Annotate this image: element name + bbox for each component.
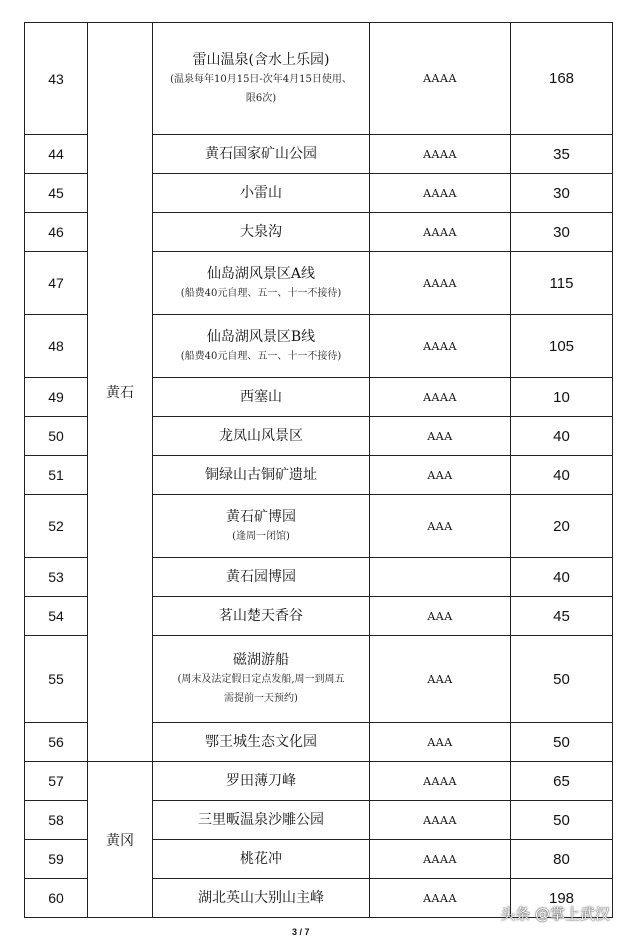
- scenic-name-cell: [153, 378, 370, 417]
- price-cell: 10: [511, 378, 613, 417]
- grade-cell: AAAA: [370, 213, 511, 252]
- scenic-note: (船费40元自理、五一、十一不接待): [180, 287, 342, 299]
- scenic-name-cell: [153, 558, 370, 597]
- price-cell: 50: [511, 636, 613, 723]
- watermark: 头条 @掌上武汉: [500, 905, 610, 923]
- scenic-note: 需提前一天预约): [224, 693, 298, 704]
- scenic-name-cell: [153, 174, 370, 213]
- grade-cell: AAAA: [370, 762, 511, 801]
- grade-cell: AAAA: [370, 315, 511, 378]
- grade-cell: AAA: [370, 456, 511, 495]
- grade-cell: AAAA: [370, 135, 511, 174]
- price-cell: 45: [511, 597, 613, 636]
- grade-cell: [370, 558, 511, 597]
- row-number: 45: [25, 174, 88, 213]
- scenic-note: (周末及法定假日定点发船,周一到周五: [177, 674, 345, 685]
- price-cell: 50: [511, 723, 613, 762]
- scenic-name: 桃花冲: [240, 851, 282, 867]
- price-cell: 168: [511, 23, 613, 135]
- row-number: 57: [25, 762, 88, 801]
- price-cell: 198: [511, 879, 613, 918]
- scenic-name-cell: [153, 417, 370, 456]
- grade-cell: AAAA: [370, 840, 511, 879]
- price-cell: 115: [511, 252, 613, 315]
- scenic-name: 罗田薄刀峰: [226, 773, 296, 789]
- grade-cell: AAA: [370, 597, 511, 636]
- row-number: 44: [25, 135, 88, 174]
- scenic-name-cell: [153, 315, 370, 378]
- scenic-name: 黄石国家矿山公园: [205, 146, 317, 162]
- price-cell: 65: [511, 762, 613, 801]
- grade-cell: AAAA: [370, 879, 511, 918]
- scenic-name: 龙凤山风景区: [219, 428, 303, 444]
- scenic-name-cell: [153, 23, 370, 135]
- scenic-name: 仙岛湖风景区A线: [206, 265, 316, 282]
- scenic-name-cell: [153, 252, 370, 315]
- price-cell: 40: [511, 456, 613, 495]
- scenic-name: 小雷山: [240, 185, 282, 201]
- scenic-name: 仙岛湖风景区B线: [206, 328, 316, 345]
- scenic-name-cell: [153, 840, 370, 879]
- grade-cell: AAA: [370, 495, 511, 558]
- row-number: 59: [25, 840, 88, 879]
- scenic-name-cell: [153, 456, 370, 495]
- table-row: [25, 23, 613, 135]
- row-number: 55: [25, 636, 88, 723]
- row-number: 50: [25, 417, 88, 456]
- scenic-name: 湖北英山大别山主峰: [198, 890, 324, 906]
- price-cell: 30: [511, 174, 613, 213]
- price-cell: 80: [511, 840, 613, 879]
- scenic-name: 黄石园博园: [226, 569, 296, 585]
- row-number: 46: [25, 213, 88, 252]
- page-number: 3 / 7: [292, 927, 310, 937]
- scenic-name: 鄂王城生态文化园: [205, 734, 317, 750]
- grade-cell: AAAA: [370, 23, 511, 135]
- scenic-name: 三里畈温泉沙雕公园: [198, 812, 324, 828]
- scenic-name-cell: [153, 801, 370, 840]
- scenic-spot-table: [24, 22, 613, 918]
- grade-cell: AAA: [370, 636, 511, 723]
- scenic-name-cell: [153, 636, 370, 723]
- scenic-name: 铜绿山古铜矿遗址: [205, 467, 317, 483]
- table-body: [25, 23, 613, 918]
- row-number: 47: [25, 252, 88, 315]
- grade-cell: AAAA: [370, 801, 511, 840]
- row-number: 60: [25, 879, 88, 918]
- city-group-cell: 黄冈: [88, 762, 153, 918]
- scenic-note: 限6次): [245, 92, 277, 104]
- scenic-name-cell: [153, 762, 370, 801]
- table-row: [25, 762, 613, 801]
- row-number: 58: [25, 801, 88, 840]
- scenic-note: (逢周一闭馆): [232, 530, 290, 542]
- scenic-name: 黄石矿博园: [226, 508, 296, 525]
- price-cell: 40: [511, 417, 613, 456]
- scenic-name: 磁湖游船: [233, 652, 289, 668]
- price-cell: 105: [511, 315, 613, 378]
- row-number: 54: [25, 597, 88, 636]
- price-cell: 30: [511, 213, 613, 252]
- price-cell: 35: [511, 135, 613, 174]
- grade-cell: AAAA: [370, 174, 511, 213]
- scenic-name-cell: [153, 213, 370, 252]
- price-cell: 40: [511, 558, 613, 597]
- scenic-name-cell: [153, 723, 370, 762]
- scenic-name-cell: [153, 879, 370, 918]
- scenic-name-cell: [153, 597, 370, 636]
- row-number: 53: [25, 558, 88, 597]
- row-number: 51: [25, 456, 88, 495]
- row-number: 49: [25, 378, 88, 417]
- row-number: 43: [25, 23, 88, 135]
- grade-cell: AAAA: [370, 252, 511, 315]
- scenic-name: 西塞山: [240, 389, 282, 405]
- row-number: 52: [25, 495, 88, 558]
- city-group-cell: 黄石: [88, 23, 153, 762]
- price-cell: 20: [511, 495, 613, 558]
- grade-cell: AAA: [370, 417, 511, 456]
- row-number: 56: [25, 723, 88, 762]
- grade-cell: AAAA: [370, 378, 511, 417]
- scenic-name: 大泉沟: [240, 224, 282, 240]
- scenic-name: 雷山温泉(含水上乐园): [192, 51, 330, 68]
- grade-cell: AAA: [370, 723, 511, 762]
- scenic-note: (温泉每年10月15日-次年4月15日使用、: [170, 73, 352, 85]
- scenic-name-cell: [153, 135, 370, 174]
- price-cell: 50: [511, 801, 613, 840]
- scenic-note: (船费40元自理、五一、十一不接待): [180, 350, 342, 362]
- row-number: 48: [25, 315, 88, 378]
- scenic-name-cell: [153, 495, 370, 558]
- scenic-name: 茗山楚天香谷: [219, 608, 303, 624]
